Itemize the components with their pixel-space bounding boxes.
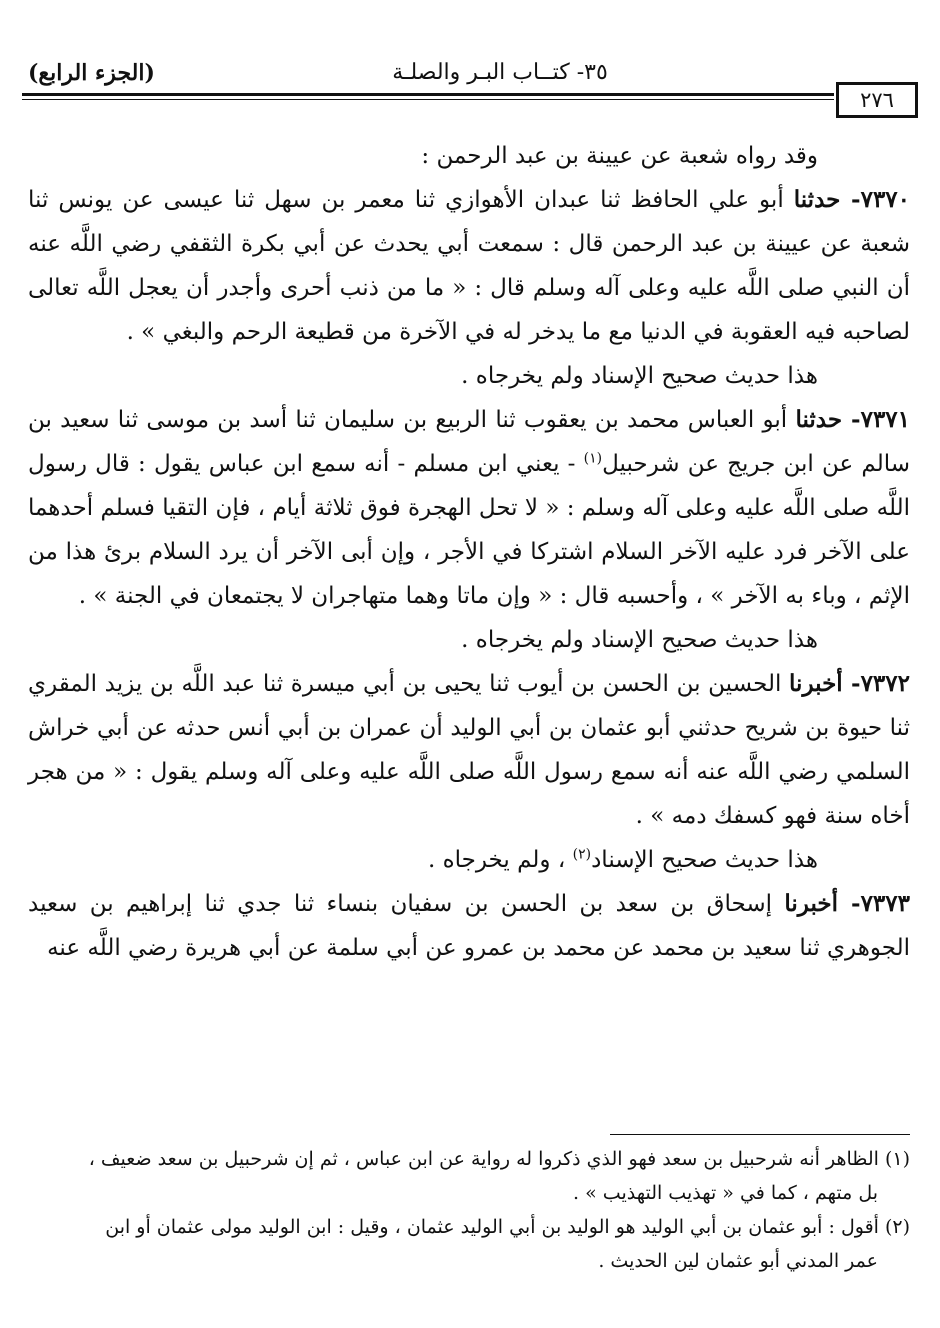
footnote-1-cont: بل متهم ، كما في « تهذيب التهذيب » . [573,1182,878,1204]
footnote-1 [28,1142,910,1176]
grading-text: هذا حديث صحيح الإسناد [591,847,818,873]
intro-line: وقد رواه شعبة عن عيينة بن عبد الرحمن : [421,143,818,169]
hadith-text: أبو العباس محمد بن يعقوب ثنا الربيع بن سليمان ثنا أسد بن موسى ثنا سعيد بن سالم عن ابن جريج عن شرحبيل [28,407,910,477]
footnote-2-cont: عمر المدني أبو عثمان لين الحديث . [598,1250,878,1272]
footnote-mark: (١) [884,1148,910,1170]
page-header [22,58,918,118]
hadith-verb: - أخبرنا [784,890,861,917]
hadith-7370 [28,178,910,354]
hadith-text: الحسين بن الحسن بن أيوب ثنا يحيى بن أبي ميسرة ثنا عبد اللَّه بن يزيد المقري ثنا حيوة بن شريح حدثني أبو عثمان بن أبي الوليد أن عمران بن أبي أنس حدثه عن أبي خراش السلمي رضي اللَّه عنه أنه سمع رسول اللَّه صلى اللَّه عليه وعلى آله وسلم يقول : « من هجر أخاه سنة فهو كسفك دمه » . [28,671,910,829]
hadith-verb: - أخبرنا [789,670,861,697]
hadith-verb: - حدثنا [793,186,861,213]
hadith-number: ٧٣٧٣ [860,890,910,917]
footnotes [28,1142,910,1278]
hadith-text: أبو علي الحافظ ثنا عبدان الأهوازي ثنا معمر بن سهل ثنا عيسى عن يونس ثنا شعبة عن عيينة بن عبد الرحمن قال : سمعت أبي يحدث عن أبي بكرة الثقفي رضي اللَّه عنه أن النبي صلى اللَّه عليه وعلى آله وسلم قال : « ما من ذنب أحرى وأجدر أن يعجل اللَّه تعالى لصاحبه فيه العقوبة في الدنيا مع ما يدخر له في الآخرة من قطيعة الرحم والبغي » . [28,187,910,345]
footnote-text: الظاهر أنه شرحبيل بن سعد فهو الذي ذكروا له رواية عن ابن عباس ، ثم إن شرحبيل بن سعد ضعيف ، [88,1148,879,1170]
footnote-ref[interactable]: (١) [583,450,603,467]
hadith-number: ٧٣٧١ [860,406,911,433]
page-number: ٢٧٦ [836,82,918,118]
part-title: (الجزء الرابع) [28,60,155,86]
chapter-title: ٣٥- كتــاب البـر والصلـة [392,60,608,85]
hadith-grading [28,838,910,882]
header-rule-thin [22,99,834,100]
footnote-text: أقول : أبو عثمان بن أبي الوليد هو الوليد بن أبي الوليد عثمان ، وقيل : ابن الوليد مولى عثمان أو ابن [105,1216,879,1238]
grading-text-cont: ، ولم يخرجاه . [427,847,566,873]
hadith-grading: هذا حديث صحيح الإسناد ولم يخرجاه . [461,363,818,389]
hadith-number: ٧٣٧٢ [860,670,910,697]
footnote-separator [610,1134,910,1135]
hadith-text-cont: - يعني ابن مسلم - أنه سمع ابن عباس يقول : قال رسول اللَّه صلى اللَّه عليه وعلى آله وسلم : « لا تحل الهجرة فوق ثلاثة أيام ، فإن التقيا فسلم أحدهما على الآخر فرد عليه الآخر السلام اشتركا في الأجر ، وإن أبى الآخر أن يرد السلام برئ هذا من الإثم ، وباء به الآخر » ، وأحسبه قال : « وإن ماتا وهما متهاجران لا يجتمعان في الجنة » . [28,451,910,609]
main-text [28,134,910,970]
header-rule [22,93,834,96]
hadith-number: ٧٣٧٠ [860,186,911,213]
footnote-2 [28,1210,910,1244]
hadith-verb: - حدثنا [795,406,861,433]
footnote-mark: (٢) [884,1216,910,1238]
hadith-7371 [28,398,910,618]
hadith-7373 [28,882,910,970]
footnote-ref[interactable]: (٢) [572,846,592,863]
hadith-7372 [28,662,910,838]
hadith-grading: هذا حديث صحيح الإسناد ولم يخرجاه . [461,627,818,653]
hadith-text: إسحاق بن سعد بن الحسن بن سفيان بنساء ثنا جدي ثنا إبراهيم بن سعيد الجوهري ثنا سعيد بن محمد عن محمد بن عمرو عن أبي سلمة عن أبي هريرة رضي اللَّه عنه [28,891,910,961]
